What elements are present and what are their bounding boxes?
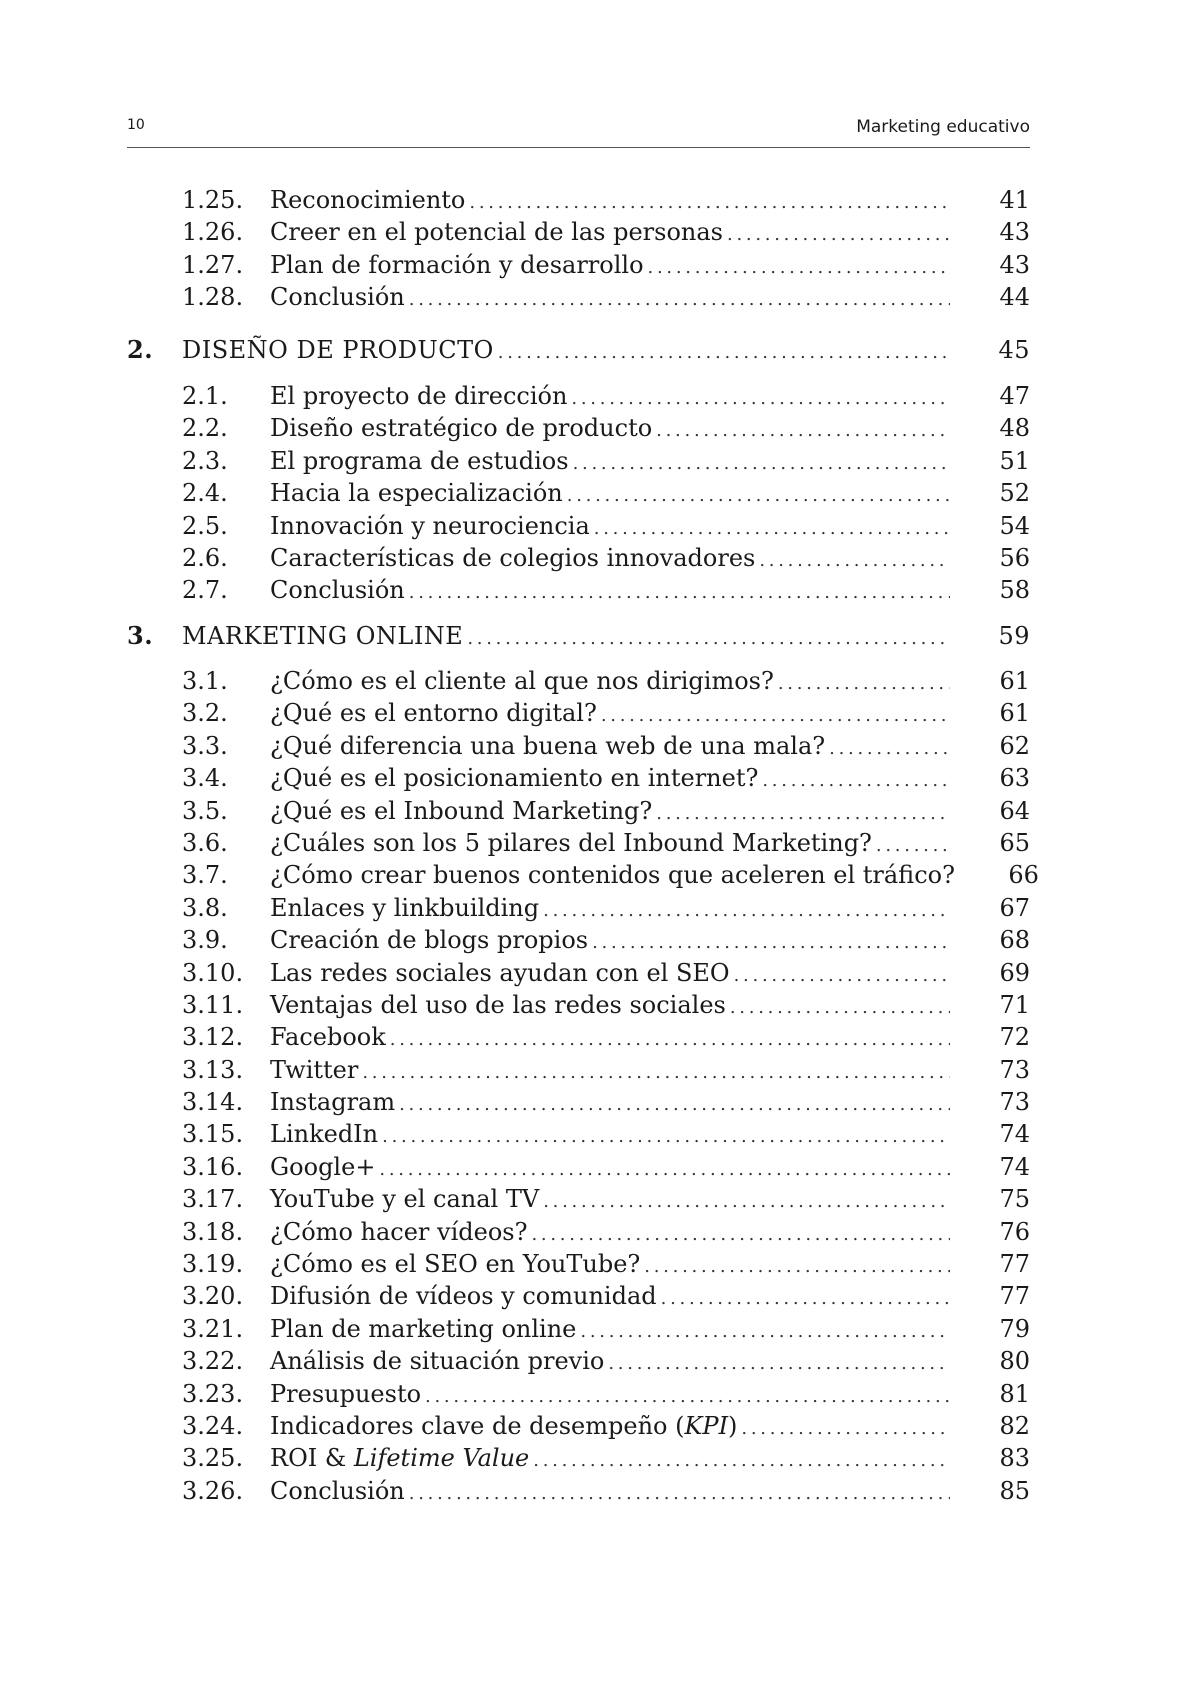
- entry-title: Twitter: [270, 1055, 359, 1084]
- entry-page: 82: [999, 1411, 1030, 1440]
- dot-leader: [409, 284, 950, 316]
- dot-leader: [379, 1154, 950, 1186]
- entry-page: 74: [999, 1120, 1030, 1149]
- entry-page: 73: [999, 1088, 1030, 1117]
- dot-leader: [648, 252, 950, 284]
- entry-title: LinkedIn: [270, 1120, 379, 1149]
- entry-title: Características de colegios innovadores: [270, 543, 756, 572]
- entry-number: 2.4.: [182, 479, 228, 508]
- entry-page: 54: [999, 511, 1030, 540]
- entry-page: 79: [999, 1314, 1030, 1343]
- entry-title: Instagram: [270, 1088, 396, 1117]
- dot-leader: [778, 668, 950, 700]
- entry-number: 3.24.: [182, 1411, 244, 1440]
- entry-title: ¿Qué es el posicionamiento en internet?: [270, 764, 759, 793]
- toc-entry[interactable]: [127, 380, 1030, 412]
- entry-number: 3.23.: [182, 1379, 244, 1408]
- toc-entry[interactable]: [127, 1313, 1030, 1345]
- entry-page: 72: [999, 1023, 1030, 1052]
- entry-number: 3.22.: [182, 1347, 244, 1376]
- toc-entry[interactable]: [127, 249, 1030, 281]
- entry-title: Conclusión: [270, 283, 405, 312]
- entry-number: 3.8.: [182, 893, 228, 922]
- entry-title: ¿Cómo hacer vídeos?: [270, 1217, 528, 1246]
- entry-number: 3.3.: [182, 731, 228, 760]
- toc-entry[interactable]: [127, 216, 1030, 248]
- entry-number: 3.25.: [182, 1444, 244, 1473]
- chapter-page: 59: [998, 622, 1030, 650]
- entry-title: Las redes sociales ayudan con el SEO: [270, 958, 730, 987]
- entry-title: Enlaces y linkbuilding: [270, 893, 540, 922]
- entry-page: 61: [999, 667, 1030, 695]
- dot-leader: [409, 1478, 950, 1510]
- entry-title: Diseño estratégico de producto: [270, 414, 653, 443]
- chapter-title: MARKETING ONLINE: [182, 622, 464, 650]
- toc-entry[interactable]: [127, 1378, 1030, 1410]
- dot-leader: [759, 545, 950, 577]
- entry-number: 2.5.: [182, 511, 228, 540]
- toc-entry[interactable]: [127, 827, 1030, 859]
- dot-leader: [656, 798, 950, 830]
- chapter-number: 2.: [127, 335, 154, 364]
- dot-leader: [498, 337, 950, 369]
- entry-title: Creación de blogs propios: [270, 926, 589, 955]
- entry-page: 71: [999, 990, 1030, 1019]
- entry-number: 3.9.: [182, 926, 228, 955]
- toc-entry[interactable]: [127, 1345, 1030, 1377]
- entry-number: 3.18.: [182, 1217, 244, 1246]
- entry-title: Conclusión: [270, 1476, 405, 1505]
- dot-leader: [469, 187, 950, 219]
- toc-entry[interactable]: [127, 892, 1030, 924]
- dot-leader: [741, 1413, 950, 1445]
- entry-title: Creer en el potencial de las personas: [270, 218, 723, 247]
- dot-leader: [876, 830, 950, 862]
- dot-leader: [727, 219, 950, 251]
- dot-leader: [425, 1381, 950, 1413]
- entry-number: 1.26.: [182, 218, 244, 247]
- toc-entry[interactable]: [127, 795, 1030, 827]
- toc-entry[interactable]: [127, 924, 1030, 956]
- entry-page: 64: [999, 796, 1030, 825]
- entry-page: 67: [999, 893, 1030, 922]
- dot-leader: [661, 1283, 950, 1315]
- toc-entry[interactable]: [127, 1054, 1030, 1086]
- dot-leader: [594, 513, 950, 545]
- toc-chapter-2: [127, 334, 1030, 366]
- entry-title: ROI & Lifetime Value: [270, 1444, 530, 1473]
- toc-group-chapter-1-end: [127, 184, 1030, 314]
- toc-entry[interactable]: [127, 1151, 1030, 1183]
- toc-entry[interactable]: [127, 510, 1030, 542]
- entry-page: 47: [999, 382, 1030, 410]
- running-title: Marketing educativo: [856, 117, 1030, 137]
- toc-entry[interactable]: [127, 989, 1030, 1021]
- entry-title: Plan de formación y desarrollo: [270, 250, 644, 279]
- entry-number: 3.16.: [182, 1152, 244, 1181]
- dot-leader: [531, 1219, 950, 1251]
- toc-entry[interactable]: [127, 1248, 1030, 1280]
- entry-title: Innovación y neurociencia: [270, 511, 590, 540]
- toc-group-chapter-2: [127, 380, 1030, 607]
- toc-entry[interactable]: [127, 412, 1030, 444]
- entry-page: 80: [999, 1347, 1030, 1376]
- dot-leader: [382, 1121, 950, 1153]
- entry-page: 68: [999, 926, 1030, 955]
- entry-page: 66: [1008, 861, 1039, 890]
- entry-page: 61: [999, 699, 1030, 728]
- entry-number: 3.21.: [182, 1314, 244, 1343]
- entry-title: YouTube y el canal TV: [270, 1185, 540, 1214]
- dot-leader: [592, 927, 950, 959]
- toc-entry[interactable]: [127, 957, 1030, 989]
- entry-number: 2.6.: [182, 543, 228, 572]
- dot-leader: [571, 383, 950, 415]
- entry-title: Google+: [270, 1152, 376, 1181]
- dot-leader: [730, 992, 950, 1024]
- toc-chapter-3: [127, 620, 1030, 652]
- toc-entry[interactable]: [127, 1475, 1030, 1507]
- toc-entry[interactable]: [127, 1280, 1030, 1312]
- dot-leader: [567, 480, 950, 512]
- dot-leader: [644, 1251, 950, 1283]
- entry-number: 3.14.: [182, 1088, 244, 1117]
- entry-title: Reconocimiento: [270, 186, 466, 214]
- entry-page: 52: [999, 479, 1030, 508]
- page-number: 10: [127, 117, 145, 133]
- entry-number: 3.7.: [182, 861, 228, 890]
- entry-number: 1.27.: [182, 250, 244, 279]
- entry-title: ¿Cuáles son los 5 pilares del Inbound Marketing?: [270, 828, 872, 857]
- entry-page: 63: [999, 764, 1030, 793]
- entry-page: 85: [999, 1476, 1030, 1505]
- dot-leader: [580, 1316, 950, 1348]
- toc-entry[interactable]: [127, 574, 1030, 606]
- toc-entry[interactable]: [127, 542, 1030, 574]
- entry-page: 74: [999, 1152, 1030, 1181]
- entry-page: 77: [999, 1282, 1030, 1311]
- entry-title: ¿Qué es el entorno digital?: [270, 699, 597, 728]
- chapter-title: DISEÑO DE PRODUCTO: [182, 336, 494, 364]
- entry-number: 3.17.: [182, 1185, 244, 1214]
- entry-title: Facebook: [270, 1023, 386, 1052]
- entry-page: 43: [999, 218, 1030, 247]
- chapter-number: 3.: [127, 621, 154, 650]
- entry-title: Plan de marketing online: [270, 1314, 577, 1343]
- entry-page: 73: [999, 1055, 1030, 1084]
- dot-leader: [362, 1057, 950, 1089]
- toc-entry[interactable]: [127, 1410, 1030, 1442]
- toc-entry[interactable]: [127, 1183, 1030, 1215]
- entry-title: Difusión de vídeos y comunidad: [270, 1282, 657, 1311]
- chapter-page: 45: [998, 336, 1030, 364]
- entry-number: 3.15.: [182, 1120, 244, 1149]
- dot-leader: [601, 700, 950, 732]
- toc-entry[interactable]: [127, 665, 1030, 697]
- toc-entry[interactable]: [127, 477, 1030, 509]
- entry-title: El proyecto de dirección: [270, 382, 568, 410]
- entry-page: 81: [999, 1379, 1030, 1408]
- entry-number: 3.13.: [182, 1055, 244, 1084]
- toc-entry[interactable]: [127, 445, 1030, 477]
- entry-number: 3.5.: [182, 796, 228, 825]
- entry-number: 2.7.: [182, 576, 228, 605]
- entry-page: 76: [999, 1217, 1030, 1246]
- toc-entry[interactable]: [127, 762, 1030, 794]
- toc-entry[interactable]: [127, 1086, 1030, 1118]
- dot-leader: [533, 1445, 950, 1477]
- entry-title: ¿Qué diferencia una buena web de una mala?: [270, 731, 826, 760]
- toc-entry[interactable]: [127, 184, 1030, 216]
- entry-number: 3.19.: [182, 1250, 244, 1279]
- entry-number: 3.11.: [182, 990, 244, 1019]
- toc-entry[interactable]: [127, 697, 1030, 729]
- dot-leader: [409, 577, 950, 609]
- toc-entry[interactable]: [127, 1442, 1030, 1474]
- entry-page: 83: [999, 1444, 1030, 1473]
- dot-leader: [573, 448, 950, 480]
- running-header: [127, 113, 1030, 148]
- entry-title: ¿Cómo es el cliente al que nos dirigimos?: [270, 667, 774, 695]
- toc-entry[interactable]: [127, 281, 1030, 313]
- entry-page: 41: [999, 186, 1030, 214]
- entry-number: 2.1.: [182, 382, 228, 410]
- entry-number: 1.25.: [182, 186, 244, 214]
- entry-number: 3.4.: [182, 764, 228, 793]
- entry-title: ¿Cómo crear buenos contenidos que aceleren el tráfico?: [270, 861, 955, 890]
- toc-entry[interactable]: [127, 1118, 1030, 1150]
- entry-page: 48: [999, 414, 1030, 443]
- dot-leader: [543, 895, 950, 927]
- entry-number: 2.3.: [182, 446, 228, 475]
- entry-page: 56: [999, 543, 1030, 572]
- dot-leader: [608, 1348, 950, 1380]
- toc-entry[interactable]: [127, 1216, 1030, 1248]
- toc-entry[interactable]: [127, 730, 1030, 762]
- entry-title: Ventajas del uso de las redes sociales: [270, 990, 726, 1019]
- entry-title: ¿Qué es el Inbound Marketing?: [270, 796, 653, 825]
- toc-entry[interactable]: [127, 1021, 1030, 1053]
- entry-number: 3.1.: [182, 667, 228, 695]
- entry-number: 3.20.: [182, 1282, 244, 1311]
- entry-page: 77: [999, 1250, 1030, 1279]
- entry-title: Hacia la especialización: [270, 479, 563, 508]
- entry-title: Indicadores clave de desempeño (KPI): [270, 1411, 738, 1440]
- dot-leader: [467, 623, 950, 655]
- entry-page: 44: [999, 283, 1030, 312]
- entry-title: ¿Cómo es el SEO en YouTube?: [270, 1250, 641, 1279]
- entry-number: 3.26.: [182, 1476, 244, 1505]
- dot-leader: [390, 1024, 950, 1056]
- toc-chapter-entry[interactable]: [127, 334, 1030, 366]
- entry-number: 2.2.: [182, 414, 228, 443]
- entry-page: 65: [999, 828, 1030, 857]
- dot-leader: [656, 415, 950, 447]
- entry-title: El programa de estudios: [270, 446, 569, 475]
- dot-leader: [543, 1186, 950, 1218]
- toc-group-chapter-3: [127, 665, 1039, 1507]
- entry-page: 51: [999, 446, 1030, 475]
- dot-leader: [762, 765, 950, 797]
- entry-page: 75: [999, 1185, 1030, 1214]
- entry-page: 43: [999, 250, 1030, 279]
- entry-number: 1.28.: [182, 283, 244, 312]
- entry-number: 3.12.: [182, 1023, 244, 1052]
- entry-number: 3.10.: [182, 958, 244, 987]
- entry-number: 3.2.: [182, 699, 228, 728]
- entry-title: Análisis de situación previo: [270, 1347, 605, 1376]
- entry-number: 3.6.: [182, 828, 228, 857]
- dot-leader: [399, 1089, 950, 1121]
- entry-title: Presupuesto: [270, 1379, 422, 1408]
- toc-chapter-entry[interactable]: [127, 620, 1030, 652]
- entry-page: 58: [999, 576, 1030, 605]
- entry-title: Conclusión: [270, 576, 405, 605]
- dot-leader: [734, 960, 950, 992]
- dot-leader: [829, 733, 950, 765]
- entry-page: 62: [999, 731, 1030, 760]
- toc-entry[interactable]: [127, 859, 1039, 891]
- entry-page: 69: [999, 958, 1030, 987]
